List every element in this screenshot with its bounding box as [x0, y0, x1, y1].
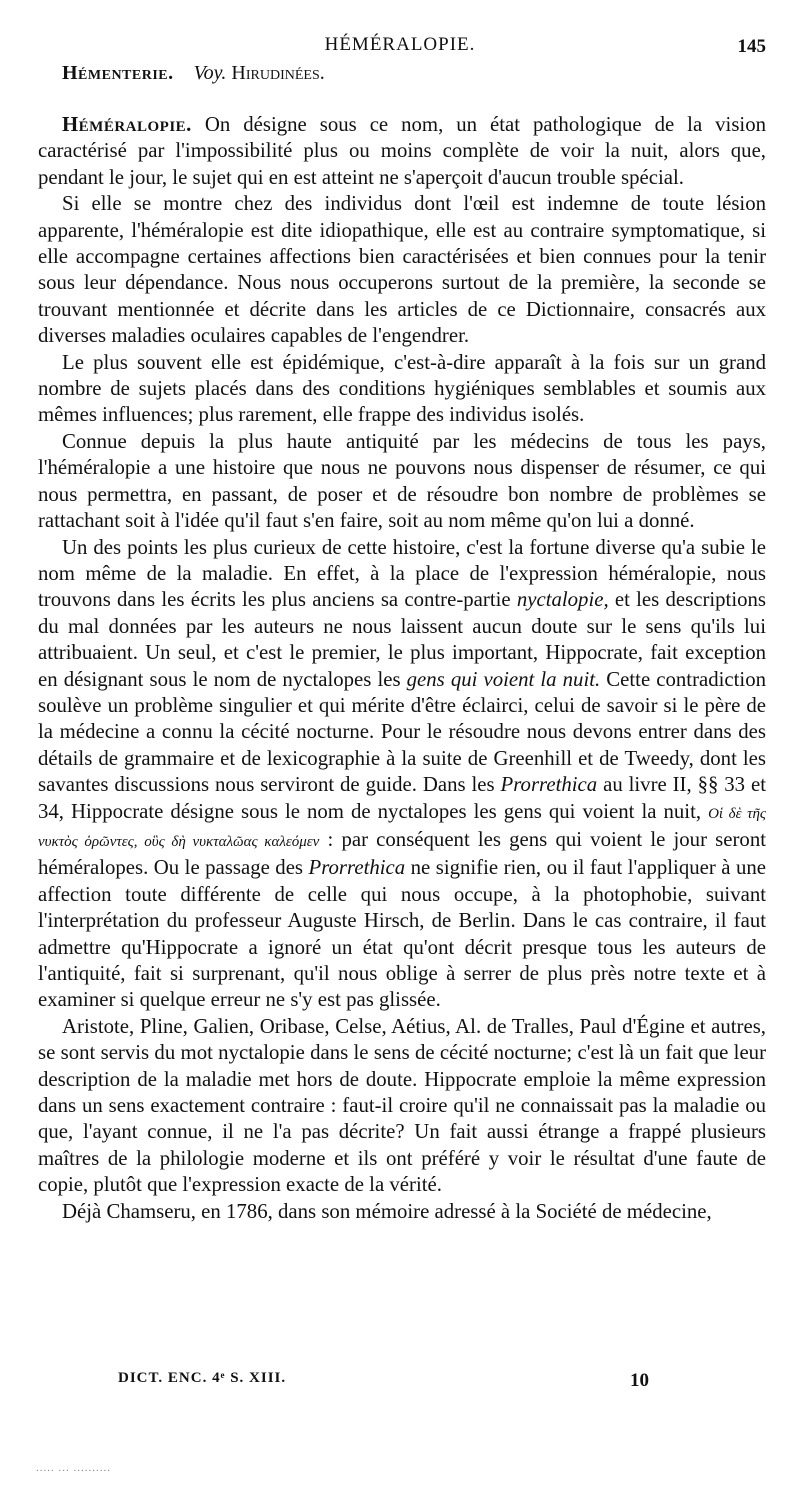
article-headword: Héméralopie.	[62, 113, 192, 136]
title-prorrethica: Prorrethica	[500, 773, 598, 797]
signature-mark: DICT. ENC. 4ᵉ S. XIII.	[118, 1370, 287, 1386]
paragraph-5: Un des points les plus curieux de cette histoire, c'est la fortune diverse qu'a subie le nom même de la maladie. En effet, à la place de l'expression héméralopie, nous trouvons dans les écrits les plus anciens sa contre-partie nyctalopie, et les descriptions du mal données par les auteurs ne nous laissent aucun doute sur le sens qu'ils lui attribuaient. Un seul, et c'est le premier, le plus important, Hippocrate, fait exception en désignant sous le nom de nyctalopes les gens qui voient la nuit. Cette contradiction soulève un problème singulier et qui mérite d'être éclairci, celui de savoir si le père de la médecine a connu la cécité nocturne. Pour le résoudre nous devons entrer dans des détails de grammaire et de lexicographie à la suite de Greenhill et de Tweedy, dont les savantes discussions nous serviront de guide. Dans les Prorrethica au livre II, §§ 33 et 34, Hippocrate désigne sous le nom de nyctalopes les gens qui voient la nuit, Οἱ δὲ τῆς νυκτὸς ὁρῶντες, οὓς δὴ νυκταλῶας καλεόμεν : par conséquent les gens qui voient le jour seront héméralopes. Ou le passage des Prorrethica ne signifie rien, ou il faut l'appliquer à une affection toute différente de celle qui nous occupe, à la photophobie, suivant l'interprétation du professeur Auguste Hirsch, de Berlin. Dans le cas contraire, il faut admettre qu'Hippocrate a ignoré un état qu'ont décrit presque tous les auteurs de l'antiquité, fait si surprenant, qu'il nous oblige à serrer de plus près notre texte et à examiner si quelque erreur ne s'y est pas glissée.	[38, 535, 767, 1012]
paragraph-7: Déjà Chamseru, en 1786, dans son mémoire adressé à la Société de médecine,	[62, 1199, 712, 1223]
cross-reference-entry	[62, 62, 325, 85]
title-prorrethica: Prorrethica	[308, 856, 406, 880]
article-body	[38, 112, 766, 1225]
voy-label: Voy.	[193, 62, 227, 84]
running-head	[0, 34, 800, 58]
entry-headword: Hémenterie.	[62, 62, 174, 84]
cross-reference-target: Hirudinées.	[231, 62, 325, 84]
sheet-number: 10	[630, 1370, 649, 1391]
paragraph-4: Connue depuis la plus haute antiquité par les médecins de tous les pays, l'héméralopie a une histoire que nous ne pouvons nous dispenser de résumer, ce qui nous permettra, en passant, de poser et de résoudre bon nombre de problèmes se rattachant soit à l'idée qu'il faut s'en faire, soit au nom même qu'on lui a donné.	[38, 429, 766, 533]
term-nyctalopie: nyctalopie,	[516, 588, 609, 612]
page-footer	[0, 1370, 800, 1400]
paragraph-1: Héméralopie. On désigne sous ce nom, un état pathologique de la vision caractérisé par l'impossibilité plus ou moins complète de voir la nuit, alors que, pendant le jour, le sujet qui en est atteint ne s'aperçoit d'aucun trouble spécial.	[38, 113, 766, 189]
running-title: HÉMÉRALOPIE.	[324, 34, 476, 55]
greek-quotation: Οἱ δὲ τῆς νυκτὸς ὁρῶντες, οὓς δὴ νυκταλῶας καλεόμεν	[38, 805, 767, 850]
paragraph-3: Le plus souvent elle est épidémique, c'est-à-dire apparaît à la fois sur un grand nombre de sujets placés dans des conditions hygiéniques semblables et soumis aux mêmes influences; plus rarement, elle frappe des individus isolés.	[38, 350, 766, 427]
term-gens-qui-voient: gens qui voient la nuit.	[406, 667, 601, 691]
page-number: 145	[737, 36, 766, 57]
paragraph-2: Si elle se montre chez des individus dont l'œil est indemne de toute lésion apparente, l'héméralopie est dite idiopathique, elle est au contraire symptomatique, si elle accompagne certaines affections bien caractérisées et bien connues pour la tenir sous leur dépendance. Nous nous occuperons surtout de la première, la seconde se trouvant mentionnée et décrite dans les articles de ce Dictionnaire, consacrés aux diverses maladies oculaires capables de l'engendrer.	[38, 192, 766, 348]
paragraph-6: Aristote, Pline, Galien, Oribase, Celse, Aétius, Al. de Tralles, Paul d'Égine et autres, se sont servis du mot nyctalopie dans le sens de cécité nocturne; c'est là un fait que leur description de la maladie met hors de doute. Hippocrate emploie la même expression dans un sens exactement contraire : faut-il croire qu'il ne connaissait pas la maladie ou que, l'ayant connue, il ne l'a pas décrite? Un fait aussi étrange a frappé plusieurs maîtres de la philologie moderne et ils ont préféré y voir le résultat d'une faute de copie, plutôt que l'expression exacte de la vérité.	[38, 1014, 766, 1197]
bottom-marks: ..... ... ..........	[36, 1462, 111, 1474]
